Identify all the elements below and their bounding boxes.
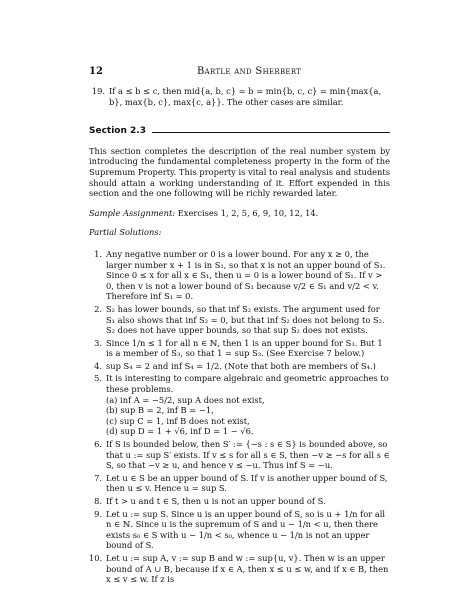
solution-item [89, 496, 390, 507]
solution-item [89, 338, 390, 359]
page-body [89, 86, 390, 587]
exercise-text: If a ≤ b ≤ c, then mid{a, b, c} = b = min{b, c, c} = min{max{a, b}, max{b, c}, max{c, a}}. The other cases are similar. [109, 86, 382, 107]
sample-assignment [89, 208, 390, 219]
solution-text: S₂ has lower bounds, so that inf S₂ exists. The argument used for S₁ also shows that inf S₂ = 0, but that inf S₂ does not belong to S₂. S₂ does not have upper bounds, so that sup S₂ does not exists. [106, 303, 385, 336]
solution-number: 4. [94, 360, 102, 371]
solution-text: sup S₄ = 2 and inf S₄ = 1/2. (Note that both are members of S₄.) [106, 360, 376, 371]
section-heading [89, 126, 390, 137]
solution-item [89, 553, 390, 585]
page-header [89, 66, 385, 77]
solution-number: 9. [94, 508, 102, 519]
assignment-label: Sample Assignment: [89, 207, 176, 218]
solution-item [89, 249, 390, 302]
solution-number: 2. [94, 303, 102, 314]
page-number: 12 [89, 66, 103, 77]
solution-item [89, 439, 390, 471]
solution-text: If S is bounded below, then S′ := {−s : s ∈ S} is bounded above, so that u := sup S′ exists. If v ≤ s for all s ∈ S, then −v ≥ −s for all s ∈ S, so that −v ≥ u, and hence v ≤ −u. Thus inf S = −u. [106, 439, 390, 471]
solution-number: 10. [89, 552, 103, 563]
solution-number: 6. [94, 439, 102, 450]
solution-item [89, 509, 390, 551]
running-head: Bartle and Sherbert [197, 66, 302, 77]
solution-text: Let u ∈ S be an upper bound of S. If v is another upper bound of S, then u ≤ v. Hence u = sup S. [106, 472, 388, 494]
solution-item [89, 304, 390, 336]
solution-text: Since 1/n ≤ 1 for all n ∈ ℕ, then 1 is an upper bound for S₃. But 1 is a member of S₃, so that 1 = sup S₃. (See Exercise 7 below.) [106, 337, 383, 359]
solution-number: 3. [94, 337, 102, 348]
solution-text: (b) sup B = 2, inf B = −1, [106, 405, 214, 416]
solution-item [89, 473, 390, 494]
solution-number: 8. [94, 496, 102, 506]
solution-text: It is interesting to compare algebraic and geometric approaches to these problems. [106, 373, 389, 395]
solution-text: (a) inf A = −5/2, sup A does not exist, [106, 394, 265, 405]
partial-solutions-label: Partial Solutions: [89, 227, 162, 238]
assignment-text: Exercises 1, 2, 5, 6, 9, 10, 12, 14. [175, 207, 319, 218]
solution-item [89, 361, 390, 372]
exercise-number: 19. [91, 86, 105, 96]
section-rule [152, 132, 390, 133]
solutions-list [89, 249, 390, 585]
solution-text: Let u := sup A, v := sup B and w := sup{u, v}. Then w is an upper bound of A ∪ B, because if x ∈ A, then x ≤ u ≤ w, and if x ∈ B, then x ≤ v ≤ w. If z is [106, 552, 389, 585]
solution-text: Any negative number or 0 is a lower bound. For any x ≥ 0, the larger number x + 1 is in S₁, so that x is not an upper bound of S₁. Since 0 ≤ x for all x ∈ S₁, then u = 0 is a lower bound of S₁. If v > 0, then v is not a lower bound of S₁ because v/2 ∈ S₁ and v/2 < v. Therefore inf S₁ = 0. [106, 248, 386, 302]
section-title: Section 2.3 [89, 126, 146, 137]
exercise-item [89, 86, 390, 107]
solution-item [89, 373, 390, 437]
solution-text: If t > u and t ∈ S, then u is not an upper bound of S. [106, 496, 326, 506]
solution-text: (d) sup D = 1 + √6, inf D = 1 − √6. [106, 426, 254, 437]
intro-paragraph: This section completes the description of the real number system by introducing the fundamental completeness property in the form of the Supremum Property. This property is vital to real analysis and students should attain a working understanding of it. Effort expended in this section and the one following will be richly rewarded later. [89, 145, 390, 199]
solution-number: 7. [94, 472, 102, 483]
solution-number: 1. [94, 248, 102, 259]
solution-text: (c) sup C = 1, inf B does not exist, [106, 415, 250, 426]
solution-text: Let u := sup S. Since u is an upper bound of S, so is u + 1/n for all n ∈ ℕ. Since u is the supremum of S and u − 1/n < u, then there exists s₀ ∈ S with u − 1/n < s₀, whence u − 1/n is not an upper bound of S. [106, 508, 386, 551]
solution-number: 5. [94, 373, 102, 384]
